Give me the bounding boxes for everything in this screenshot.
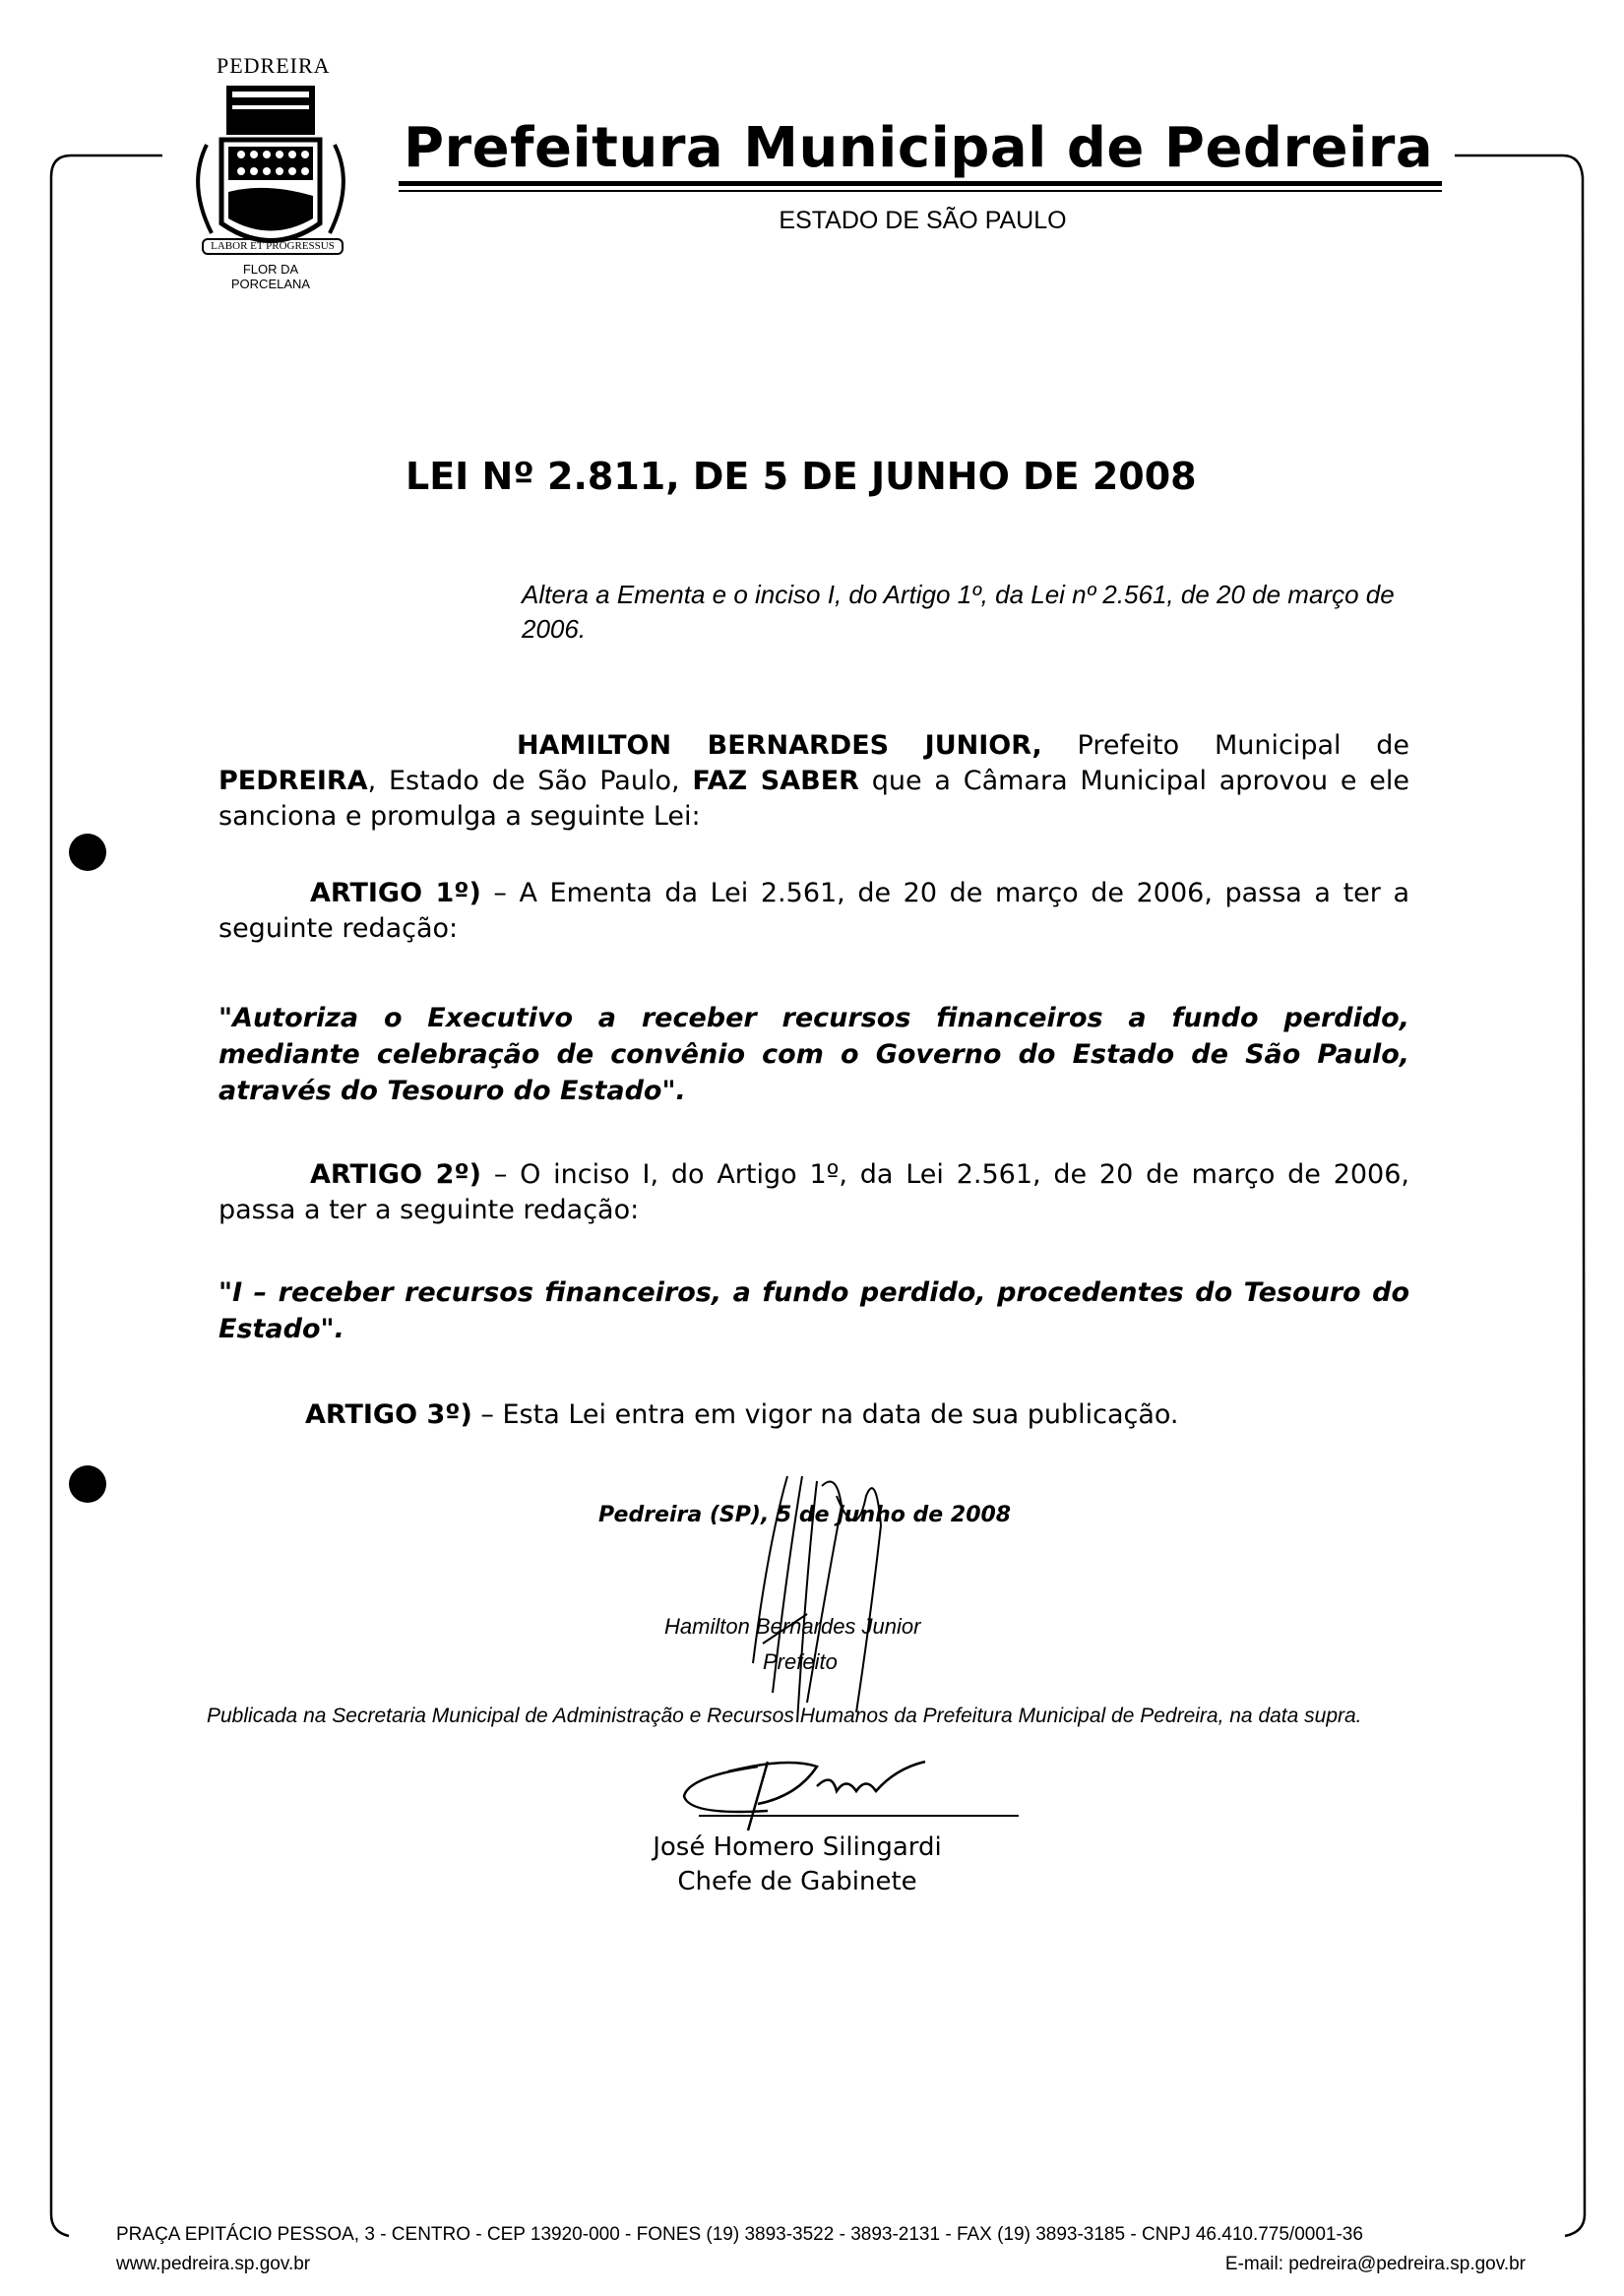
coat-of-arms-logo [167, 51, 374, 307]
header-subtitle: ESTADO DE SÃO PAULO [779, 207, 1067, 234]
city-name: PEDREIRA [219, 766, 368, 796]
article-label: ARTIGO 3º) [305, 1399, 472, 1430]
header-rule [399, 181, 1442, 186]
punch-hole [69, 1465, 106, 1503]
footer-website[interactable]: www.pedreira.sp.gov.br [116, 2254, 311, 2274]
signer-name: Hamilton Bernardes Junior [664, 1614, 921, 1639]
article-2 [219, 1157, 1409, 1228]
logo-motto: LABOR ET PROGRESSUS [202, 238, 344, 255]
law-heading: LEI Nº 2.811, DE 5 DE JUNHO DE 2008 [406, 455, 1197, 498]
chief-name: José Homero Silingardi [653, 1832, 942, 1862]
article-text: – Esta Lei entra em vigor na data de sua publicação. [471, 1399, 1179, 1430]
signer-role: Prefeito [763, 1649, 838, 1674]
article-2-quote: "I – receber recursos financeiros, a fundo perdido, procedentes do Tesouro do Estado". [219, 1277, 1409, 1344]
mayor-name: HAMILTON BERNARDES JUNIOR, [517, 730, 1042, 761]
article-1-quote: "Autoriza o Executivo a receber recursos financeiros a fundo perdido, mediante celebração de convênio com o Governo do Estado de São Paulo, através do Tesouro do Estado". [219, 1003, 1409, 1106]
footer-email[interactable]: E-mail: pedreira@pedreira.sp.gov.br [1224, 2254, 1526, 2274]
chief-role: Chefe de Gabinete [677, 1867, 917, 1896]
header-title: Prefeitura Municipal de Pedreira [404, 116, 1434, 180]
preamble-text: Prefeito Municipal de [1041, 730, 1410, 761]
article-label: ARTIGO 1º) [310, 878, 481, 908]
header-rule-thin [399, 190, 1442, 192]
article-3 [219, 1397, 1409, 1433]
law-ementa: Altera a Ementa e o inciso I, do Artigo 1º, da Lei nº 2.561, de 20 de março de 2006. [522, 580, 1395, 644]
date-line: Pedreira (SP), 5 de junho de 2008 [598, 1503, 1012, 1527]
article-text: – O inciso I, do Artigo 1º, da Lei 2.561, de 20 de março de 2006, passa a ter a seguinte redação: [219, 1159, 1409, 1225]
article-1 [219, 876, 1409, 947]
chief-signature [669, 1757, 1033, 1835]
article-text: – A Ementa da Lei 2.561, de 20 de março de 2006, passa a ter a seguinte redação: [219, 878, 1409, 944]
preamble-text: que a Câmara Municipal aprovou e ele sanciona e promulga a seguinte Lei: [219, 766, 1409, 832]
article-label: ARTIGO 2º) [310, 1159, 482, 1190]
mayor-signature [669, 1466, 965, 1742]
footer-address: PRAÇA EPITÁCIO PESSOA, 3 - CENTRO - CEP 13920-000 - FONES (19) 3893-3522 - 3893-2131 - FAX (19) 3893-3185 - CNPJ 46.410.775/0001-36 [116, 2224, 1363, 2245]
preamble [219, 728, 1409, 835]
publication-note: Publicada na Secretaria Municipal de Administração e Recursos Humanos da Prefeitura Municipal de Pedreira, na data supra. [207, 1705, 1362, 1727]
logo-top-text: PEDREIRA [217, 53, 331, 78]
punch-hole [69, 834, 106, 871]
preamble-text: , Estado de São Paulo, [367, 766, 693, 796]
logo-bottom-text: FLOR DA PORCELANA [230, 262, 311, 291]
faz-saber: FAZ SABER [692, 766, 859, 796]
